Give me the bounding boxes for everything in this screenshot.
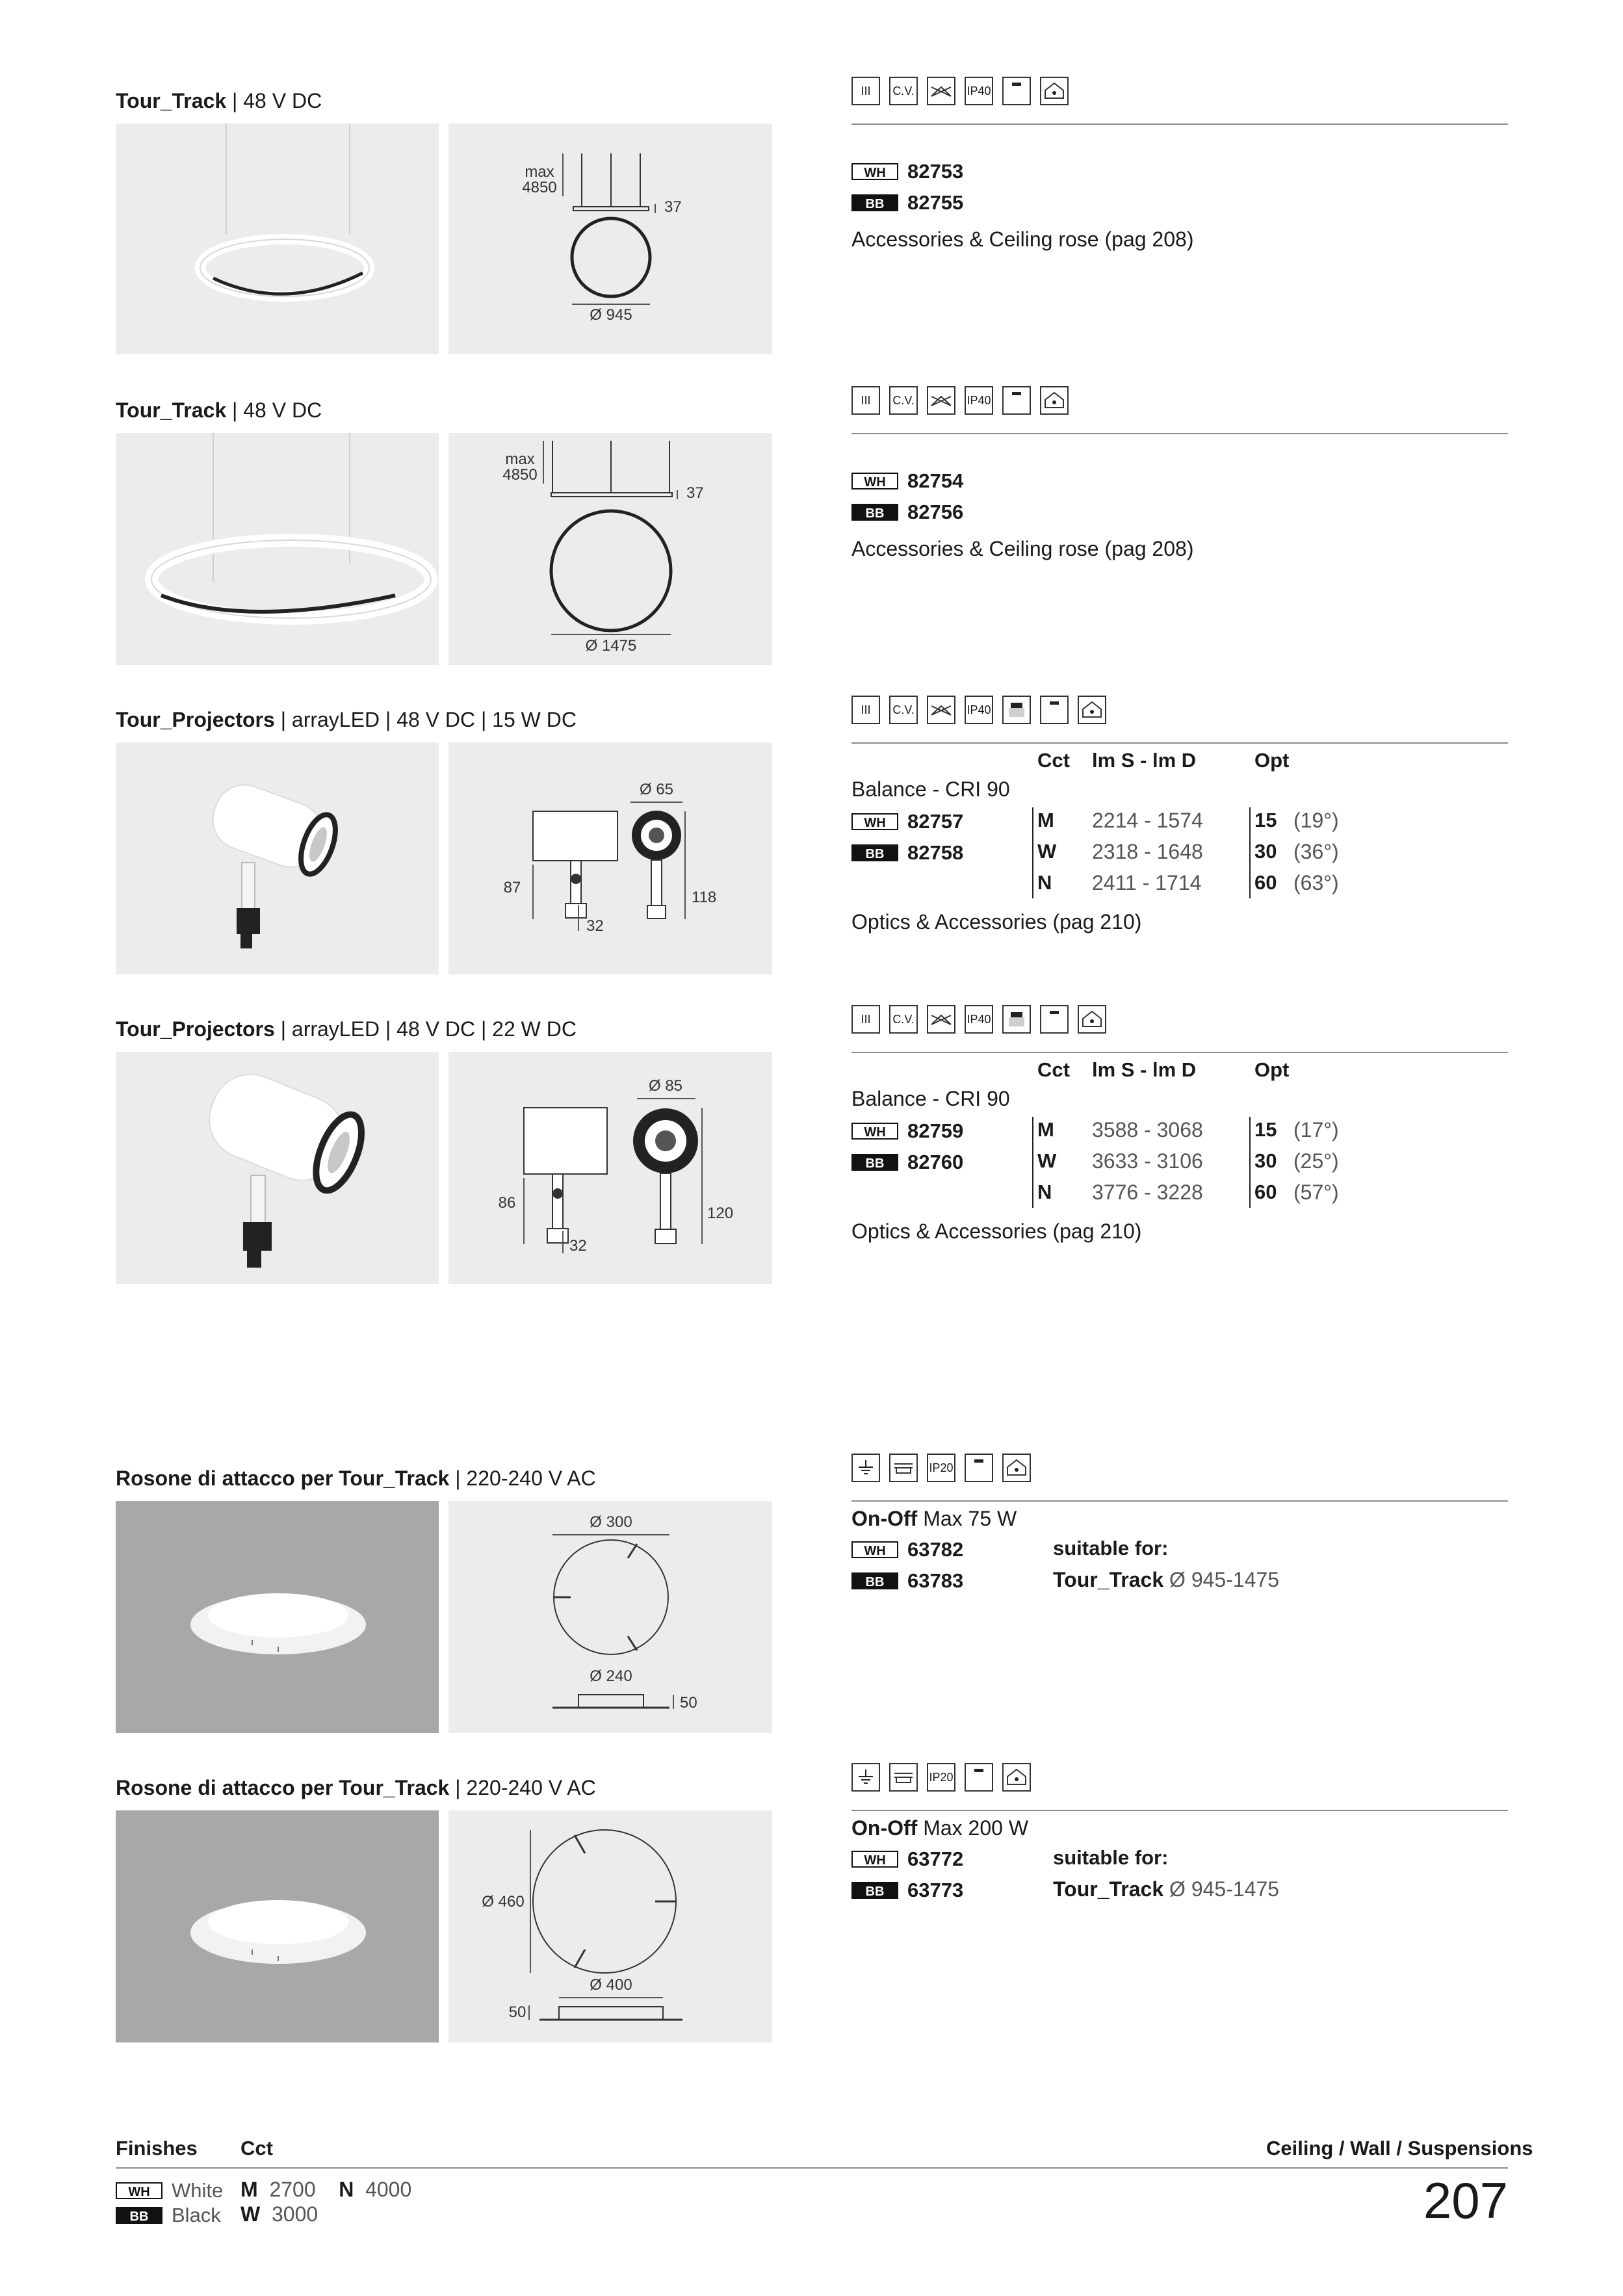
product-code-row — [851, 191, 963, 215]
cct-value: N — [1037, 1181, 1052, 1203]
table-separator — [1032, 1117, 1033, 1208]
finish-legend-row — [116, 2179, 223, 2202]
ceiling-mount-icon — [1002, 386, 1031, 415]
no-cover-icon — [927, 696, 955, 724]
opt-angle: (63°) — [1293, 871, 1339, 894]
icon-row — [851, 1005, 1106, 1036]
drawing-height-label: 50 — [508, 2003, 526, 2021]
ip40-icon: IP40 — [965, 77, 993, 105]
product-code: 63782 — [907, 1538, 964, 1561]
icon-row — [851, 77, 1069, 108]
indoor-icon — [1002, 1763, 1031, 1792]
technical-drawing-ring-945 — [448, 124, 772, 354]
surface-mount-icon — [889, 1454, 918, 1482]
divider — [851, 433, 1508, 434]
product-code: 63773 — [907, 1879, 964, 1901]
lumen-value: 3633 - 3106 — [1092, 1149, 1203, 1173]
class-3-icon: III — [851, 696, 880, 724]
col-header-lumens: lm S - lm D — [1092, 749, 1197, 772]
drawing-base-label: 32 — [569, 1237, 587, 1255]
drawing-max-value: 4850 — [502, 466, 538, 484]
ceiling-mount-icon — [1040, 696, 1069, 724]
suitable-for-label: suitable for: — [1053, 1537, 1169, 1559]
drawing-depth-label: 118 — [692, 889, 717, 906]
product-photo-ring-945 — [116, 124, 439, 354]
indoor-icon — [1078, 696, 1106, 724]
footer-divider — [116, 2167, 1508, 2169]
drawing-diameter-label: Ø 65 — [639, 781, 674, 798]
accessories-note: Optics & Accessories (pag 210) — [851, 910, 1142, 933]
cv-icon: C.V. — [889, 386, 918, 415]
col-header-cct: Cct — [1037, 1058, 1070, 1081]
drawing-outer-diameter: Ø 460 — [482, 1893, 525, 1911]
suitable-for-value: Tour_Track Ø 945-1475 — [1053, 1877, 1280, 1901]
divider — [851, 124, 1508, 125]
lumen-value: 2318 - 1648 — [1092, 840, 1203, 863]
drawing-diameter-label: Ø 1475 — [585, 637, 637, 655]
suitable-for-value: Tour_Track Ø 945-1475 — [1053, 1568, 1280, 1591]
ceiling-mount-icon — [965, 1454, 993, 1482]
finish-tag-bb: BB — [851, 1882, 898, 1899]
accessories-note: Accessories & Ceiling rose (pag 208) — [851, 228, 1194, 251]
cv-icon: C.V. — [889, 696, 918, 724]
balance-label: Balance - CRI 90 — [851, 1087, 1010, 1110]
product-code-row — [851, 1538, 963, 1561]
icon-row — [851, 386, 1069, 417]
finish-name: White — [172, 2179, 224, 2202]
earth-icon — [851, 1763, 880, 1792]
finish-tag-wh: WH — [851, 1541, 898, 1558]
accessories-note: Optics & Accessories (pag 210) — [851, 1220, 1142, 1243]
product-photo-ceiling-rose-300 — [116, 1501, 439, 1733]
cct-legend-row: W 3000 — [240, 2202, 318, 2226]
technical-drawing-ceiling-rose-300 — [448, 1501, 772, 1733]
cv-icon: C.V. — [889, 77, 918, 105]
page-number: 207 — [1423, 2172, 1508, 2229]
product-code-row — [851, 1119, 963, 1143]
drawing-depth-label: 120 — [707, 1205, 734, 1222]
drawing-height-label: 86 — [498, 1194, 516, 1212]
section-title: Rosone di attacco per Tour_Track | 220-240 V AC — [116, 1467, 596, 1490]
opt-angle: (19°) — [1293, 809, 1339, 832]
product-code-row — [851, 1151, 963, 1174]
opt-value: 15 — [1254, 1118, 1277, 1141]
no-cover-icon — [927, 77, 955, 105]
lumen-value: 3588 - 3068 — [1092, 1118, 1203, 1141]
section-title: Rosone di attacco per Tour_Track | 220-240 V AC — [116, 1776, 596, 1799]
indoor-icon — [1040, 77, 1069, 105]
drawing-outer-diameter: Ø 300 — [590, 1513, 632, 1531]
lumen-value: 3776 - 3228 — [1092, 1181, 1203, 1204]
table-separator — [1032, 807, 1033, 898]
surface-mount-icon — [889, 1763, 918, 1792]
class-3-icon: III — [851, 386, 880, 415]
col-header-opt: Opt — [1254, 749, 1290, 772]
product-code-row — [851, 469, 963, 493]
product-code: 82755 — [907, 191, 964, 214]
technical-drawing-projector-15w — [448, 742, 772, 974]
finish-tag-bb: BB — [851, 1154, 898, 1171]
cct-value: M — [1037, 1118, 1054, 1141]
drawing-inner-diameter: Ø 240 — [590, 1667, 632, 1685]
ceiling-mount-icon — [1040, 1005, 1069, 1034]
opt-value: 60 — [1254, 1181, 1277, 1203]
opt-angle: (25°) — [1293, 1149, 1339, 1173]
technical-drawing-projector-22w — [448, 1052, 772, 1284]
table-separator — [1249, 807, 1251, 898]
footer-category: Ceiling / Wall / Suspensions — [1266, 2137, 1533, 2159]
accessories-note: Accessories & Ceiling rose (pag 208) — [851, 537, 1194, 560]
finish-tag-bb: BB — [851, 194, 898, 211]
finish-tag-bb: BB — [116, 2207, 162, 2224]
no-cover-icon — [927, 1005, 955, 1034]
drawing-diameter-label: Ø 945 — [590, 306, 632, 324]
earth-icon — [851, 1454, 880, 1482]
product-code: 82754 — [907, 469, 964, 492]
cct-value: W — [1037, 840, 1057, 863]
cct-value: M — [1037, 809, 1054, 831]
lumen-value: 2214 - 1574 — [1092, 809, 1203, 832]
class-3-icon: III — [851, 77, 880, 105]
cct-value: W — [1037, 1149, 1057, 1172]
footer-finishes-label: Finishes — [116, 2137, 198, 2159]
divider — [851, 1500, 1508, 1502]
section-title: Tour_Track | 48 V DC — [116, 398, 322, 422]
product-code-row — [851, 1879, 963, 1902]
col-header-lumens: lm S - lm D — [1092, 1058, 1197, 1081]
finish-tag-wh: WH — [851, 163, 898, 180]
ip40-icon: IP40 — [965, 1005, 993, 1034]
cct-value: N — [1037, 871, 1052, 894]
cv-icon: C.V. — [889, 1005, 918, 1034]
product-code: 82759 — [907, 1119, 964, 1142]
drawing-base-label: 32 — [586, 917, 604, 935]
finish-tag-wh: WH — [851, 813, 898, 830]
product-photo-projector-15w — [116, 742, 439, 974]
product-code: 63783 — [907, 1569, 964, 1592]
opt-angle: (57°) — [1293, 1181, 1339, 1204]
opt-value: 30 — [1254, 840, 1277, 863]
product-code-row — [851, 501, 963, 524]
product-code-row — [851, 160, 963, 183]
opt-value: 15 — [1254, 809, 1277, 831]
indoor-icon — [1040, 386, 1069, 415]
finish-tag-bb: BB — [851, 844, 898, 861]
divider — [851, 1052, 1508, 1053]
drawing-diameter-label: Ø 85 — [648, 1077, 683, 1095]
suitable-for-label: suitable for: — [1053, 1846, 1169, 1869]
ip20-icon: IP20 — [927, 1763, 955, 1792]
product-code: 63772 — [907, 1847, 964, 1870]
balance-label: Balance - CRI 90 — [851, 777, 1010, 801]
finish-tag-wh: WH — [851, 1123, 898, 1140]
opt-value: 30 — [1254, 1149, 1277, 1172]
ip20-icon: IP20 — [927, 1454, 955, 1482]
power-rating: On-Off Max 75 W — [851, 1507, 1017, 1530]
drawing-max-label: max — [505, 450, 535, 468]
product-code: 82753 — [907, 160, 964, 183]
finish-tag-bb: BB — [851, 1572, 898, 1589]
product-photo-ring-1475 — [116, 433, 439, 665]
product-code-row — [851, 1569, 963, 1593]
product-code-row — [851, 841, 963, 865]
indoor-icon — [1002, 1454, 1031, 1482]
drawing-height-label: 50 — [680, 1694, 697, 1712]
drawing-inner-diameter: Ø 400 — [590, 1976, 632, 1994]
icon-row — [851, 696, 1106, 727]
product-code: 82760 — [907, 1151, 964, 1173]
icon-row — [851, 1763, 1031, 1794]
drawing-height-label: 87 — [503, 879, 521, 896]
icon-row — [851, 1454, 1031, 1485]
finish-tag-wh: WH — [851, 473, 898, 489]
finish-tag-wh: WH — [851, 1851, 898, 1868]
divider — [851, 742, 1508, 744]
section-title: Tour_Track | 48 V DC — [116, 89, 322, 112]
finish-tag-wh: WH — [116, 2182, 162, 2199]
product-photo-ceiling-rose-460 — [116, 1810, 439, 2042]
no-cover-icon — [927, 386, 955, 415]
technical-drawing-ring-1475 — [448, 433, 772, 665]
ip40-icon: IP40 — [965, 386, 993, 415]
adjustable-icon — [1002, 1005, 1031, 1034]
indoor-icon — [1078, 1005, 1106, 1034]
product-code: 82756 — [907, 501, 964, 523]
product-code: 82757 — [907, 810, 964, 833]
drawing-height-label: 37 — [686, 484, 704, 502]
finish-legend-row — [116, 2204, 221, 2227]
adjustable-icon — [1002, 696, 1031, 724]
table-separator — [1249, 1117, 1251, 1208]
product-code: 82758 — [907, 841, 964, 864]
product-photo-projector-22w — [116, 1052, 439, 1284]
divider — [851, 1810, 1508, 1811]
opt-angle: (36°) — [1293, 840, 1339, 863]
class-3-icon: III — [851, 1005, 880, 1034]
finish-tag-bb: BB — [851, 504, 898, 521]
product-code-row — [851, 810, 963, 833]
drawing-max-value: 4850 — [522, 179, 557, 196]
section-title: Tour_Projectors | arrayLED | 48 V DC | 22 W DC — [116, 1017, 577, 1041]
cct-legend-row: M 2700 N 4000 — [240, 2178, 412, 2201]
opt-angle: (17°) — [1293, 1118, 1339, 1141]
power-rating: On-Off Max 200 W — [851, 1816, 1029, 1840]
finish-name: Black — [172, 2204, 221, 2226]
ceiling-mount-icon — [1002, 77, 1031, 105]
drawing-height-label: 37 — [664, 198, 682, 216]
section-title: Tour_Projectors | arrayLED | 48 V DC | 15 W DC — [116, 708, 577, 731]
technical-drawing-ceiling-rose-460 — [448, 1810, 772, 2042]
product-code-row — [851, 1847, 963, 1871]
ceiling-mount-icon — [965, 1763, 993, 1792]
footer-cct-label: Cct — [240, 2137, 273, 2159]
drawing-max-label: max — [525, 163, 554, 181]
lumen-value: 2411 - 1714 — [1092, 871, 1202, 894]
ip40-icon: IP40 — [965, 696, 993, 724]
col-header-opt: Opt — [1254, 1058, 1290, 1081]
opt-value: 60 — [1254, 871, 1277, 894]
col-header-cct: Cct — [1037, 749, 1070, 772]
